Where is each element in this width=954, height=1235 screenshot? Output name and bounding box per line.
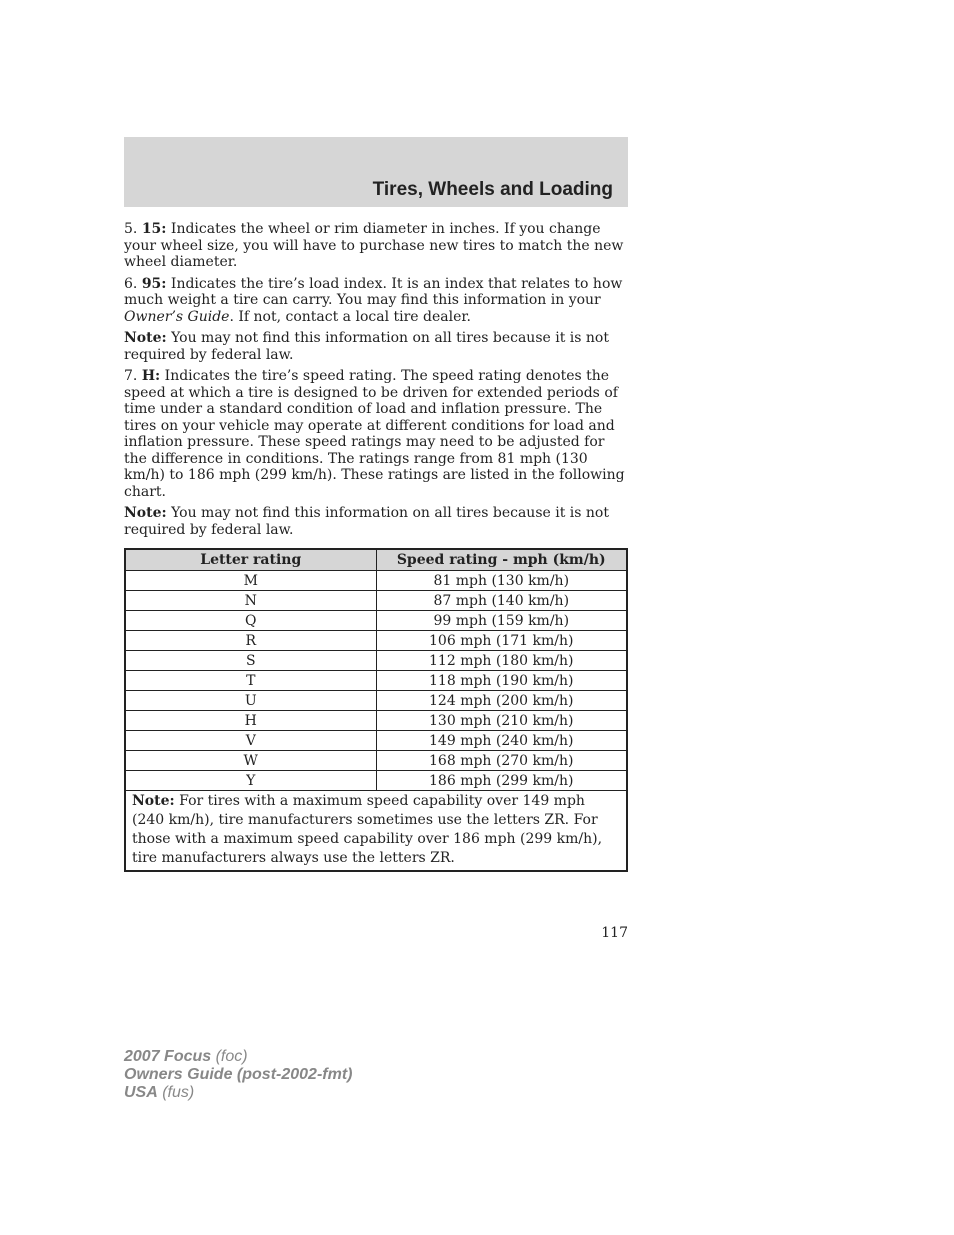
section-header-band — [124, 137, 628, 207]
speed-cell: 112 mph (180 km/h) — [376, 651, 627, 671]
speed-cell: 124 mph (200 km/h) — [376, 691, 627, 711]
item-text: Indicates the tire’s speed rating. The speed rating denotes the speed at which a tire is designed to be driven for extended periods of time under a standard condition of load and inflation pressure. The tires on your vehicle may operate at different conditions for load and inflation pressure. These speed ratings may need to be adjusted for the difference in conditions. The ratings range from 81 mph (130 km/h) to 186 mph (299 km/h). These ratings are listed in the following chart. — [124, 368, 625, 500]
note-label: Note: — [132, 793, 175, 809]
letter-cell: R — [125, 631, 376, 651]
item-text-after: . If not, contact a local tire dealer. — [229, 308, 471, 325]
page-number: 117 — [601, 925, 628, 941]
table-row — [125, 651, 627, 671]
table-note-row — [125, 791, 627, 872]
note-paragraph-1 — [124, 330, 628, 363]
speed-cell: 168 mph (270 km/h) — [376, 751, 627, 771]
table-note — [125, 791, 627, 872]
table-row — [125, 751, 627, 771]
document-footer — [124, 1048, 352, 1102]
letter-cell: Y — [125, 771, 376, 791]
item-code: H: — [141, 368, 161, 384]
letter-cell: N — [125, 591, 376, 611]
table-row — [125, 671, 627, 691]
paragraph-item-7 — [124, 368, 628, 500]
footer-line-guide — [124, 1066, 352, 1084]
letter-cell: S — [125, 651, 376, 671]
letter-cell: W — [125, 751, 376, 771]
page-content — [124, 221, 628, 872]
column-header-speed: Speed rating - mph (km/h) — [376, 549, 627, 571]
footer-model: 2007 Focus — [124, 1048, 212, 1065]
speed-cell: 149 mph (240 km/h) — [376, 731, 627, 751]
paragraph-item-6 — [124, 276, 628, 326]
footer-line-market — [124, 1084, 352, 1102]
letter-cell: T — [125, 671, 376, 691]
item-code: 95: — [141, 275, 167, 292]
table-row — [125, 691, 627, 711]
owners-guide-reference: Owner’s Guide — [124, 308, 230, 325]
letter-cell: M — [125, 571, 376, 591]
footer-guide: Owners Guide (post-2002-fmt) — [124, 1066, 353, 1083]
speed-cell: 87 mph (140 km/h) — [376, 591, 627, 611]
table-row — [125, 731, 627, 751]
note-text: For tires with a maximum speed capability over 149 mph (240 km/h), tire manufacturers sometimes use the letters ZR. For those with a maximum speed capability over 186 mph (299 km/h), tire manufacturers always use the letters ZR. — [132, 793, 603, 866]
letter-cell: U — [125, 691, 376, 711]
table-row — [125, 591, 627, 611]
footer-model-code: (foc) — [211, 1048, 248, 1065]
table-row — [125, 611, 627, 631]
table-row — [125, 711, 627, 731]
footer-market: USA — [124, 1084, 158, 1101]
item-text: Indicates the wheel or rim diameter in inches. If you change your wheel size, you will have to purchase new tires to match the new wheel diameter. — [124, 221, 624, 270]
footer-line-model — [124, 1048, 352, 1066]
section-title: Tires, Wheels and Loading — [372, 179, 613, 200]
column-header-letter: Letter rating — [125, 549, 376, 571]
item-number: 5. — [124, 221, 142, 237]
speed-cell: 186 mph (299 km/h) — [376, 771, 627, 791]
letter-cell: H — [125, 711, 376, 731]
speed-cell: 99 mph (159 km/h) — [376, 611, 627, 631]
footer-market-code: (fus) — [157, 1084, 195, 1101]
speed-rating-table — [124, 548, 628, 872]
paragraph-item-5 — [124, 221, 628, 271]
speed-cell: 130 mph (210 km/h) — [376, 711, 627, 731]
speed-cell: 118 mph (190 km/h) — [376, 671, 627, 691]
table-header-row — [125, 549, 627, 571]
letter-cell: Q — [125, 611, 376, 631]
note-text: You may not find this information on all tires because it is not required by federal law. — [124, 330, 609, 363]
letter-cell: V — [125, 731, 376, 751]
speed-cell: 106 mph (171 km/h) — [376, 631, 627, 651]
item-number: 7. — [124, 368, 142, 384]
note-text: You may not find this information on all tires because it is not required by federal law. — [124, 505, 609, 538]
item-number: 6. — [124, 275, 142, 292]
speed-cell: 81 mph (130 km/h) — [376, 571, 627, 591]
note-paragraph-2 — [124, 505, 628, 538]
note-label: Note: — [124, 505, 167, 521]
table-row — [125, 631, 627, 651]
table-row — [125, 771, 627, 791]
item-text: Indicates the tire’s load index. It is an index that relates to how much weight a tire can carry. You may find this information in your — [124, 275, 623, 308]
item-code: 15: — [141, 221, 167, 237]
table-row — [125, 571, 627, 591]
note-label: Note: — [124, 330, 167, 346]
